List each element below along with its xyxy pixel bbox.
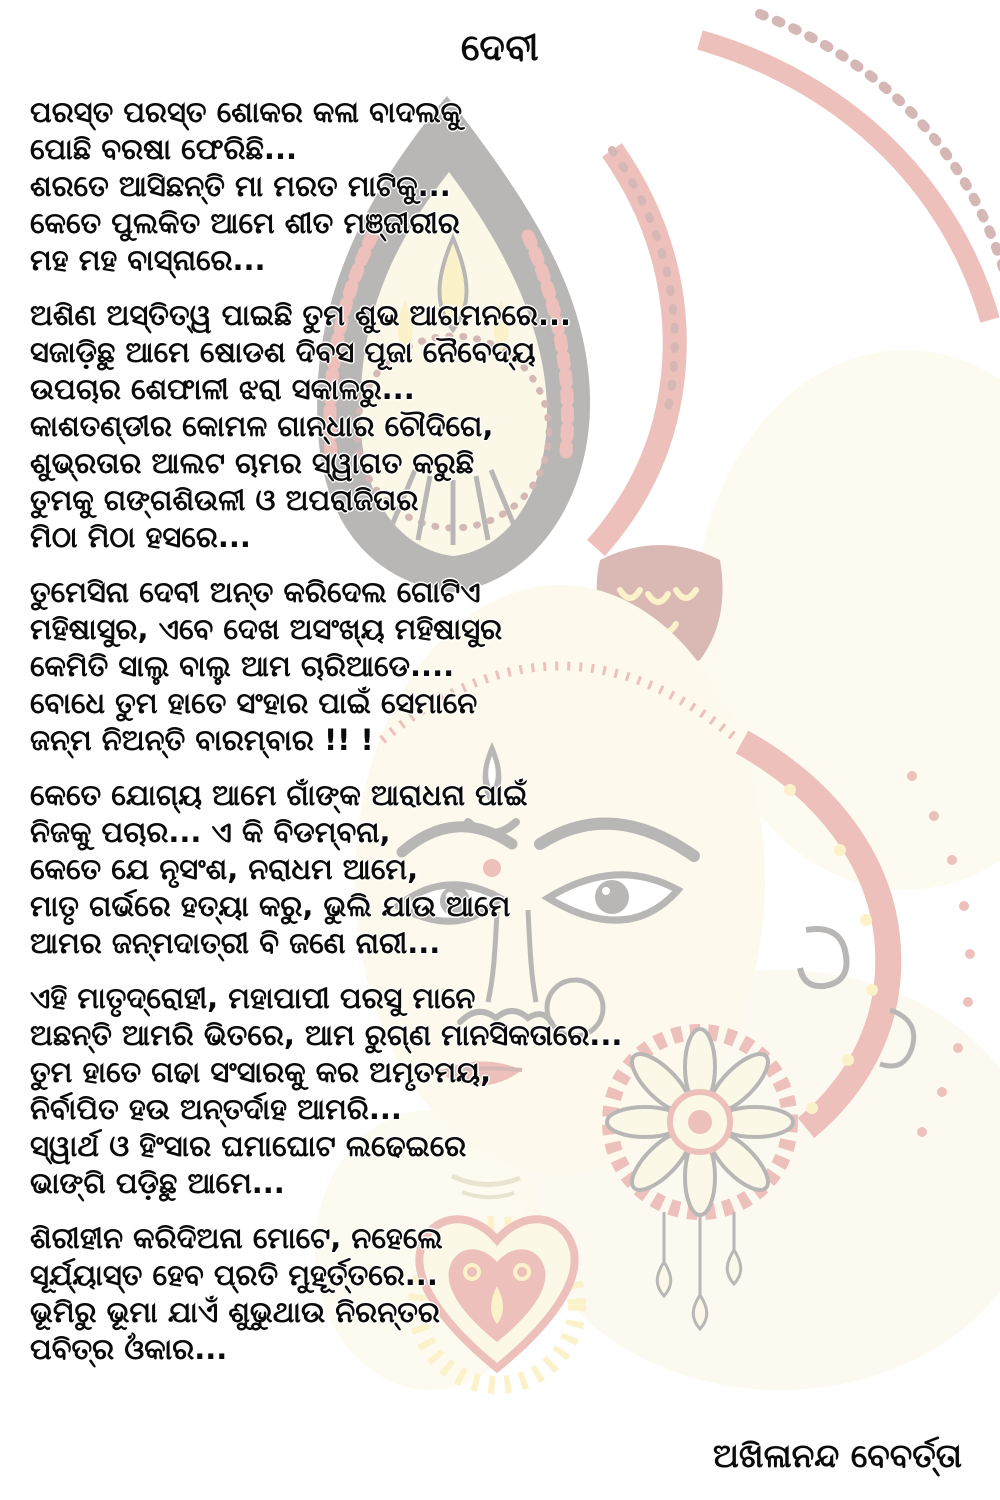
poem-line: ଉପଚାର ଶେଫାଳୀ ଝରା ସକାଳରୁ... [30,372,415,406]
poem-line: ସ୍ୱାର୍ଥ ଓ ହିଂସାର ଘମାଘୋଟ ଲଢେଇରେ [30,1129,467,1163]
author-signature: ଅଖିଳାନନ୍ଦ ବେବର୍ତ୍ତା [712,1436,962,1475]
poem-line: ନିର୍ବାପିତ ହଉ ଅନ୍ତର୍ଦାହ ଆମରି... [30,1092,402,1126]
poem-line: ନିଜକୁ ପଚାର... ଏ କି ବିଡମ୍ବନା, [30,815,391,849]
poem-line: ପରସ୍ତ ପରସ୍ତ ଶୋକର କଳା ବାଦଲକୁ [30,95,463,129]
poem-line: ମିଠା ମିଠା ହସରେ... [30,520,251,554]
poem-line: ସୂର୍ଯ୍ୟାସ୍ତ ହେବ ପ୍ରତି ମୁହୂର୍ତ୍ତରେ... [30,1258,438,1292]
poem-line: ତୁମେସିନା ଦେବୀ ଅନ୍ତ କରିଦେଲ ଗୋଟିଏ [30,575,481,609]
poem-line: ତୁମ ହାତେ ଗଢା ସଂସାରକୁ କର ଅମୃତମୟ, [30,1055,492,1089]
poem-line: ଶିରୀହୀନ କରିଦିଅନା ମୋଟେ, ନହେଲେ [30,1221,443,1255]
poem-line: ଅଶିଣ ଅସ୍ତିତ୍ୱ ପାଇଛି ତୁମ ଶୁଭ ଆଗମନରେ... [30,298,572,332]
poem-body [30,94,622,1386]
poem-line: କେତେ ଯୋଗ୍ୟ ଆମେ ଗାଁଙ୍କ ଆରାଧନା ପାଇଁ [30,778,528,812]
stanza-3 [30,574,622,759]
poem-line: ଆମର ଜନ୍ମଦାତ୍ରୀ ବି ଜଣେ ନାରୀ... [30,926,441,960]
poem-line: କେମିତି ସାଲୁ ବାଲୁ ଆମ ଚାରିଆଡେ.... [30,649,455,683]
poem-line: ପବିତ୍ର ଓଁକାର... [30,1332,228,1366]
poem-line: ଶୁଭ୍ରତାର ଆଲଟ ଚାମର ସ୍ୱାଗତ କରୁଛି [30,446,475,480]
stanza-6 [30,1220,622,1368]
poem-line: ତୁମକୁ ଗଙ୍ଗଶିଉଳୀ ଓ ଅପରାଜିତାର [30,483,419,517]
poem-line: ଜନ୍ମ ନିଅନ୍ତି ବାରମ୍ବାର !! ! [30,723,374,757]
poem-line: ଭାଙ୍ଗି ପଡ଼ିଛୁ ଆମେ... [30,1166,285,1200]
poem-line: ପୋଛି ବରଷା ଫେରିଛି... [30,132,297,166]
poem-line: କେତେ ପୁଲକିତ ଆମେ ଶୀତ ମଞ୍ଜୀରୀର [30,206,460,240]
poem-line: ଏହି ମାତୃଦ୍ରୋହୀ, ମହାପାପୀ ପରସୁ ମାନେ [30,981,476,1015]
poem-line: ମାତୃ ଗର୍ଭରେ ହତ୍ୟା କରୁ, ଭୁଲି ଯାଉ ଆମେ [30,889,511,923]
poem-line: ଅଛନ୍ତି ଆମରି ଭିତରେ, ଆମ ରୁଗ୍ଣ ମାନସିକତାରେ... [30,1018,623,1052]
stanza-1 [30,94,622,279]
poem-line: ମହିଷାସୁର, ଏବେ ଦେଖ ଅସଂଖ୍ୟ ମହିଷାସୁର [30,612,503,646]
poem-title: ଦେବୀ [460,26,540,69]
poem-line: କାଶତଣ୍ଡୀର କୋମଳ ଗାନ୍ଧାର ଚୌଦିଗେ, [30,409,494,443]
poem-line: କେତେ ଯେ ନୃସଂଶ, ନରାଧମ ଆମେ, [30,852,419,886]
poem-line: ବୋଧେ ତୁମ ହାତେ ସଂହାର ପାଇଁ ସେମାନେ [30,686,478,720]
poem-line: ଭୂମିରୁ ଭୂମା ଯାଏଁ ଶୁଭୁଥାଉ ନିରନ୍ତର [30,1295,440,1329]
stanza-2 [30,297,622,556]
poem-line: ସଜାଡ଼ିଛୁ ଆମେ ଷୋଡଶ ଦିବସ ପୂଜା ନୈବେଦ୍ୟ [30,335,536,369]
stanza-4 [30,777,622,962]
poem-line: ଶରତେ ଆସିଛନ୍ତି ମା ମରତ ମାଟିକୁ... [30,169,451,203]
stanza-5 [30,980,622,1202]
poem-line: ମହ ମହ ବାସ୍ନାରେ... [30,243,266,277]
